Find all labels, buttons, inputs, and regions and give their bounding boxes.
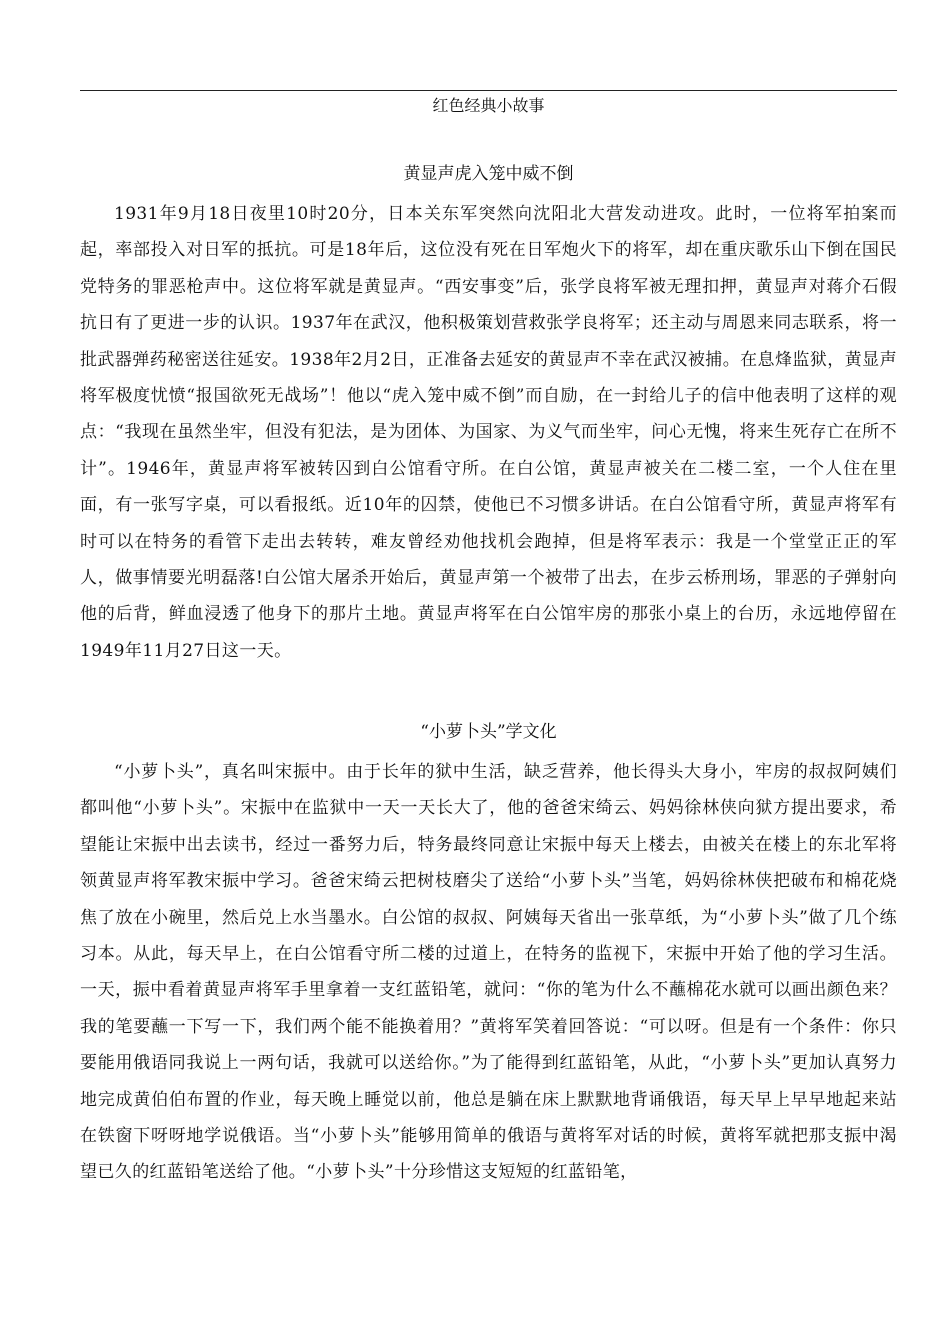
story-title-2: “小萝卜头”学文化: [420, 722, 557, 742]
story-body-2: “小萝卜头”，真名叫宋振中。由于长年的狱中生活，缺乏营养，他长得头大身小，牢房的叔叔阿姨们都叫他“小萝卜头”。宋振中在监狱中一天一天长大了，他的爸爸宋绮云、妈妈徐林侠向狱方提出要求，希望能让宋振中出去读书，经过一番努力后，特务最终同意让宋振中每天上楼去，由被关在楼上的东北军将领黄显声将军教宋振中学习。爸爸宋绮云把树枝磨尖了送给“小萝卜头”当笔，妈妈徐林侠把破布和棉花烧焦了放在小碗里，然后兑上水当墨水。白公馆的叔叔、阿姨每天省出一张草纸，为“小萝卜头”做了几个练习本。从此，每天早上，在白公馆看守所二楼的过道上，在特务的监视下，宋振中开始了他的学习生活。一天，振中看着黄显声将军手里拿着一支红蓝铅笔，就问：“你的笔为什么不蘸棉花水就可以画出颜色来？我的笔要蘸一下写一下，我们两个能不能换着用？”黄将军笑着回答说：“可以呀。但是有一个条件：你只要能用俄语同我说上一两句话，我就可以送给你。”为了能得到红蓝铅笔，从此，“小萝卜头”更加认真努力地完成黄伯伯布置的作业，每天晚上睡觉以前，他总是躺在床上默默地背诵俄语，每天早上早早地起来站在铁窗下呀呀地学说俄语。当“小萝卜头”能够用简单的俄语与黄将军对话的时候，黄将军就把那支振中渴望已久的红蓝铅笔送给了他。“小萝卜头”十分珍惜这支短短的红蓝铅笔，: [80, 762, 897, 1183]
document-header-title: 红色经典小故事: [432, 96, 545, 115]
story-body-1: 1931年9月18日夜里10时20分，日本关东军突然向沈阳北大营发动进攻。此时，一位将军拍案而起，率部投入对日军的抵抗。可是18年后，这位没有死在日军炮火下的将军，却在重庆歌乐山下倒在国民党特务的罪恶枪声中。这位将军就是黄显声。“西安事变”后，张学良将军被无理扣押，黄显声对蒋介石假抗日有了更进一步的认识。1937年在武汉，他积极策划营救张学良将军；还主动与周恩来同志联系，将一批武器弹药秘密送往延安。1938年2月2日，正准备去延安的黄显声不幸在武汉被捕。在息烽监狱，黄显声将军极度忧愤“报国欲死无战场”！他以“虎入笼中威不倒”而自励，在一封给儿子的信中他表明了这样的观点：“我现在虽然坐牢，但没有犯法，是为团体、为国家、为义气而坐牢，问心无愧，将来生死存亡在所不计”。1946年，黄显声将军被转囚到白公馆看守所。在白公馆，黄显声被关在二楼二室，一个人住在里面，有一张写字桌，可以看报纸。近10年的囚禁，使他已不习惯多讲话。在白公馆看守所，黄显声将军有时可以在特务的看管下走出去转转，难友曾经劝他找机会跑掉，但是将军表示：我是一个堂堂正正的军人，做事情要光明磊落!白公馆大屠杀开始后，黄显声第一个被带了出去，在步云桥刑场，罪恶的子弹射向他的后背，鲜血浸透了他身下的那片土地。黄显声将军在白公馆牢房的那张小桌上的台历，永远地停留在1949年11月27日这一天。: [80, 204, 897, 661]
story-title-1: 黄显声虎入笼中威不倒: [403, 164, 574, 184]
header-rule: [80, 90, 897, 91]
